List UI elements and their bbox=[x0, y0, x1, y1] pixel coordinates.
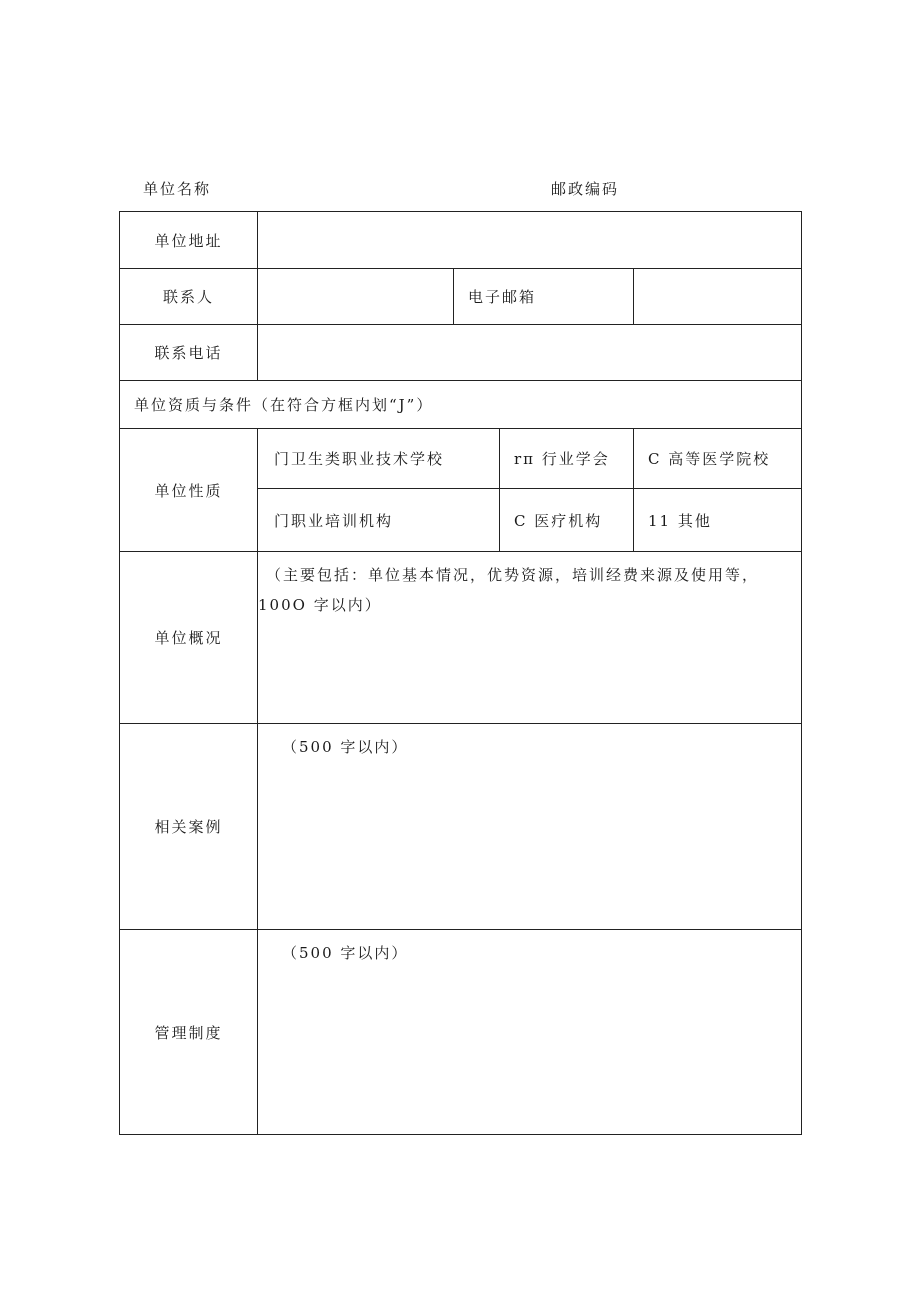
nature-option-health-vocational-school[interactable]: 门卫生类职业技术学校 bbox=[258, 429, 500, 489]
cases-field[interactable] bbox=[258, 724, 802, 930]
cases-row bbox=[120, 724, 802, 930]
contact-label: 联系人 bbox=[120, 269, 258, 325]
management-row bbox=[120, 930, 802, 1135]
overview-label: 单位概况 bbox=[120, 552, 258, 724]
nature-option-medical-college[interactable]: C 高等医学院校 bbox=[634, 429, 802, 489]
contact-row bbox=[120, 269, 802, 325]
phone-field[interactable] bbox=[258, 325, 802, 381]
qualification-row bbox=[120, 381, 802, 429]
nature-option-other[interactable]: 11 其他 bbox=[634, 489, 802, 552]
application-form-table bbox=[119, 211, 802, 1135]
cases-note: （500 字以内） bbox=[282, 738, 409, 756]
nature-option-industry-society[interactable]: rπ 行业学会 bbox=[500, 429, 634, 489]
nature-row-1 bbox=[120, 429, 802, 489]
management-note: （500 字以内） bbox=[282, 944, 409, 962]
management-field[interactable] bbox=[258, 930, 802, 1135]
overview-row bbox=[120, 552, 802, 724]
nature-option-training-institution[interactable]: 门职业培训机构 bbox=[258, 489, 500, 552]
qualification-title: 单位资质与条件（在符合方框内划“J”） bbox=[120, 381, 802, 429]
management-label: 管理制度 bbox=[120, 930, 258, 1135]
address-field[interactable] bbox=[258, 212, 802, 269]
address-row bbox=[120, 212, 802, 269]
email-label: 电子邮箱 bbox=[454, 269, 634, 325]
postal-code-label: 邮政编码 bbox=[551, 180, 620, 198]
email-field[interactable] bbox=[634, 269, 802, 325]
nature-option-medical-institution[interactable]: C 医疗机构 bbox=[500, 489, 634, 552]
nature-label: 单位性质 bbox=[120, 429, 258, 552]
unit-name-label: 单位名称 bbox=[143, 180, 212, 198]
phone-row bbox=[120, 325, 802, 381]
cases-label: 相关案例 bbox=[120, 724, 258, 930]
contact-field[interactable] bbox=[258, 269, 454, 325]
overview-note-line2: 100O 字以内） bbox=[258, 596, 382, 614]
overview-field[interactable] bbox=[258, 552, 802, 724]
address-label: 单位地址 bbox=[120, 212, 258, 269]
phone-label: 联系电话 bbox=[120, 325, 258, 381]
overview-note-line1: （主要包括：单位基本情况，优势资源，培训经费来源及使用等， bbox=[266, 566, 760, 584]
